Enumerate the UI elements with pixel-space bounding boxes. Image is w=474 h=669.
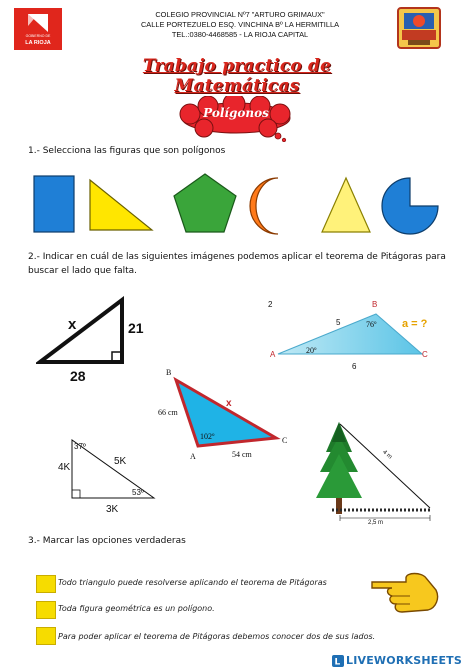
fig4-angle-53: 53º [132,488,144,497]
subtitle: Polígonos [203,106,269,120]
province-logo [14,8,62,50]
brand-logo-icon [332,655,344,667]
school-address: CALLE PORTEZUELO ESQ. VINCHINA Bº LA HERMITILLA [140,20,340,29]
question-2: 2.- Indicar en cuál de las siguientes imágenes podemos aplicar el teorema de Pitágoras para buscar el lado que falta. [28,252,446,276]
fig2-side-5: 5 [336,318,341,327]
triangle-shape[interactable] [322,178,370,232]
svg-text:L: L [334,657,341,667]
logo-mark-icon [24,12,52,34]
fig3-side-label: 66 cm [158,408,178,417]
fig2-vertex-c: C [422,350,428,359]
footer-brand [332,652,472,669]
crescent-shape[interactable] [250,178,278,234]
fig2-question: a = ? [402,318,428,330]
figure-5[interactable] [312,418,442,528]
fig3-vertex-c: C [282,436,288,445]
fig4-side-4k: 4K [58,462,71,473]
school-name: COLEGIO PROVINCIAL Nº7 "ARTURO GRIMAUX" [155,10,325,19]
square-shape[interactable] [34,176,74,232]
option-1-checkbox[interactable] [36,575,56,593]
logo-small-text: GOBIERNO DE [25,34,51,38]
fig3-vertex-b: B [166,368,172,377]
fig4-side-5k: 5K [114,456,127,467]
option-2-text: Toda figura geométrica es un polígono. [58,604,215,613]
figure-3[interactable] [170,372,290,462]
fig3-angle-label: 102º [200,432,215,441]
fig2-side-6: 6 [352,362,357,371]
tree-icon [316,422,362,514]
school-emblem-icon [396,6,442,50]
page-title: Trabajo practico de Matemáticas [142,56,332,96]
school-phone: TEL.:0380-4468585 - LA RIOJA CAPITAL [171,30,309,39]
fig3-base-label: 54 cm [232,450,252,459]
fig2-angle-20: 20º [306,346,317,355]
option-3-checkbox[interactable] [36,627,56,645]
figure-1[interactable] [36,296,156,386]
q1-shapes [28,172,448,238]
question-1: 1.- Selecciona las figuras que son polígonos [28,146,226,156]
fig1-base-label: 28 [70,368,86,384]
option-3-text: Para poder aplicar el teorema de Pitágoras debemos conocer dos de sus lados. [58,632,376,641]
fig4-side-3k: 3K [106,504,119,515]
fig4-angle-37: 37º [74,442,86,451]
fig2-angle-76: 76º [366,320,377,329]
fig5-base-label: 2,5 m [368,520,384,526]
fig2-number: 2 [268,300,273,309]
fig1-side-label: 21 [128,320,144,336]
fig1-x-label: x [68,316,77,333]
three-quarter-circle-shape[interactable] [382,178,438,234]
fig3-x-label: x [226,398,232,409]
right-triangle-shape[interactable] [90,180,152,230]
brand-text: LIVEWORKSHEETS [346,654,462,667]
question-3: 3.- Marcar las opciones verdaderas [28,536,186,546]
option-1-text: Todo triangulo puede resolverse aplicando el teorema de Pitágoras [58,578,327,587]
fig2-vertex-b: B [372,300,378,309]
logo-text: LA RIOJA [25,40,51,46]
fig5-hyp-label: 4 m [381,449,393,461]
fig2-vertex-a: A [270,350,276,359]
fig3-vertex-a: A [190,452,196,461]
pentagon-shape[interactable] [174,174,236,232]
option-2-checkbox[interactable] [36,601,56,619]
pointing-hand-icon [366,560,442,618]
